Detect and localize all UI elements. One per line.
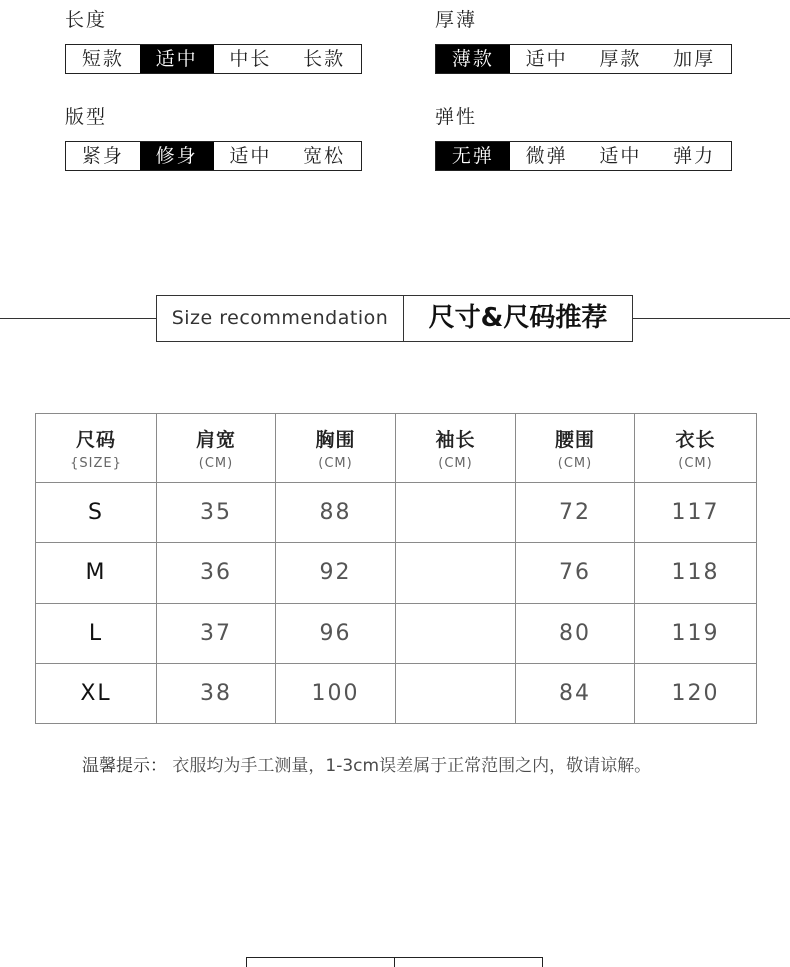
attr-group-elasticity [435,106,716,167]
chest-cell: 100 [276,663,396,723]
shoulder-cell: 36 [157,543,276,603]
elasticity-option: 弹力 [673,145,716,167]
next-section-box [246,957,543,967]
length-cell: 119 [635,603,757,663]
sleeve-cell [396,603,516,663]
thickness-selector [435,44,732,74]
elasticity-option: 无弹 [436,142,510,170]
elasticity-option: 适中 [599,145,642,167]
size-cell: L [36,603,157,663]
header-unit: {SIZE} [70,456,122,471]
sleeve-cell [396,663,516,723]
size-cell: S [36,483,157,543]
header-shoulder [157,414,276,483]
thickness-option: 加厚 [673,48,716,70]
header-label: 衣长 [675,429,716,451]
size-table [35,413,757,724]
sleeve-cell [396,543,516,603]
table-row [36,543,757,603]
header-length [635,414,757,483]
table-row [36,663,757,723]
table-row [36,483,757,543]
chest-cell: 92 [276,543,396,603]
waist-cell: 72 [516,483,635,543]
attr-group-length [65,9,346,70]
header-unit: (CM) [198,456,234,471]
banner-english-title: Size recommendation [157,296,404,341]
attr-title: 版型 [65,106,108,128]
tip-label: 温馨提示： [82,756,167,776]
fit-option: 修身 [140,142,214,170]
table-row [36,603,757,663]
header-unit: (CM) [318,456,353,471]
sleeve-cell [396,483,516,543]
fit-option: 宽松 [303,145,346,167]
length-cell: 118 [635,543,757,603]
header-unit: (CM) [557,456,593,471]
waist-cell: 84 [516,663,635,723]
elasticity-selector [435,141,732,171]
waist-cell: 76 [516,543,635,603]
thickness-option: 厚款 [599,48,642,70]
size-cell: M [36,543,157,603]
length-option: 长款 [303,48,346,70]
divider-line-left [0,318,156,319]
header-chest [276,414,396,483]
header-sleeve [396,414,516,483]
attr-group-thickness [435,9,716,70]
header-unit: (CM) [678,456,713,471]
header-unit: (CM) [438,456,473,471]
fit-option: 紧身 [81,145,124,167]
length-cell: 120 [635,663,757,723]
attr-title: 厚薄 [435,9,478,31]
header-label: 肩宽 [195,429,236,451]
shoulder-cell: 38 [157,663,276,723]
shoulder-cell: 35 [157,483,276,543]
length-cell: 117 [635,483,757,543]
header-label: 袖长 [435,429,476,451]
header-waist [516,414,635,483]
length-option: 短款 [81,48,124,70]
length-option: 适中 [140,45,214,73]
header-size [36,414,157,483]
fit-selector [65,141,362,171]
measurement-tip [82,751,651,776]
attr-title: 弹性 [435,106,478,128]
section-banner [156,295,633,342]
elasticity-option: 微弹 [525,145,568,167]
divider-line-right [633,318,790,319]
header-label: 腰围 [554,429,595,451]
header-label: 尺码 [75,429,116,451]
shoulder-cell: 37 [157,603,276,663]
thickness-option: 适中 [525,48,568,70]
tip-text: 衣服均为手工测量，1-3cm误差属于正常范围之内，敬请谅解。 [172,756,652,776]
table-header-row [36,414,757,483]
chest-cell: 88 [276,483,396,543]
length-option: 中长 [229,48,272,70]
size-cell: XL [36,663,157,723]
chest-cell: 96 [276,603,396,663]
attr-group-fit [65,106,346,167]
attr-title: 长度 [65,9,108,31]
banner-chinese-title: 尺寸&尺码推荐 [428,303,608,333]
header-label: 胸围 [315,429,356,451]
length-selector [65,44,362,74]
fit-option: 适中 [229,145,272,167]
thickness-option: 薄款 [436,45,510,73]
waist-cell: 80 [516,603,635,663]
